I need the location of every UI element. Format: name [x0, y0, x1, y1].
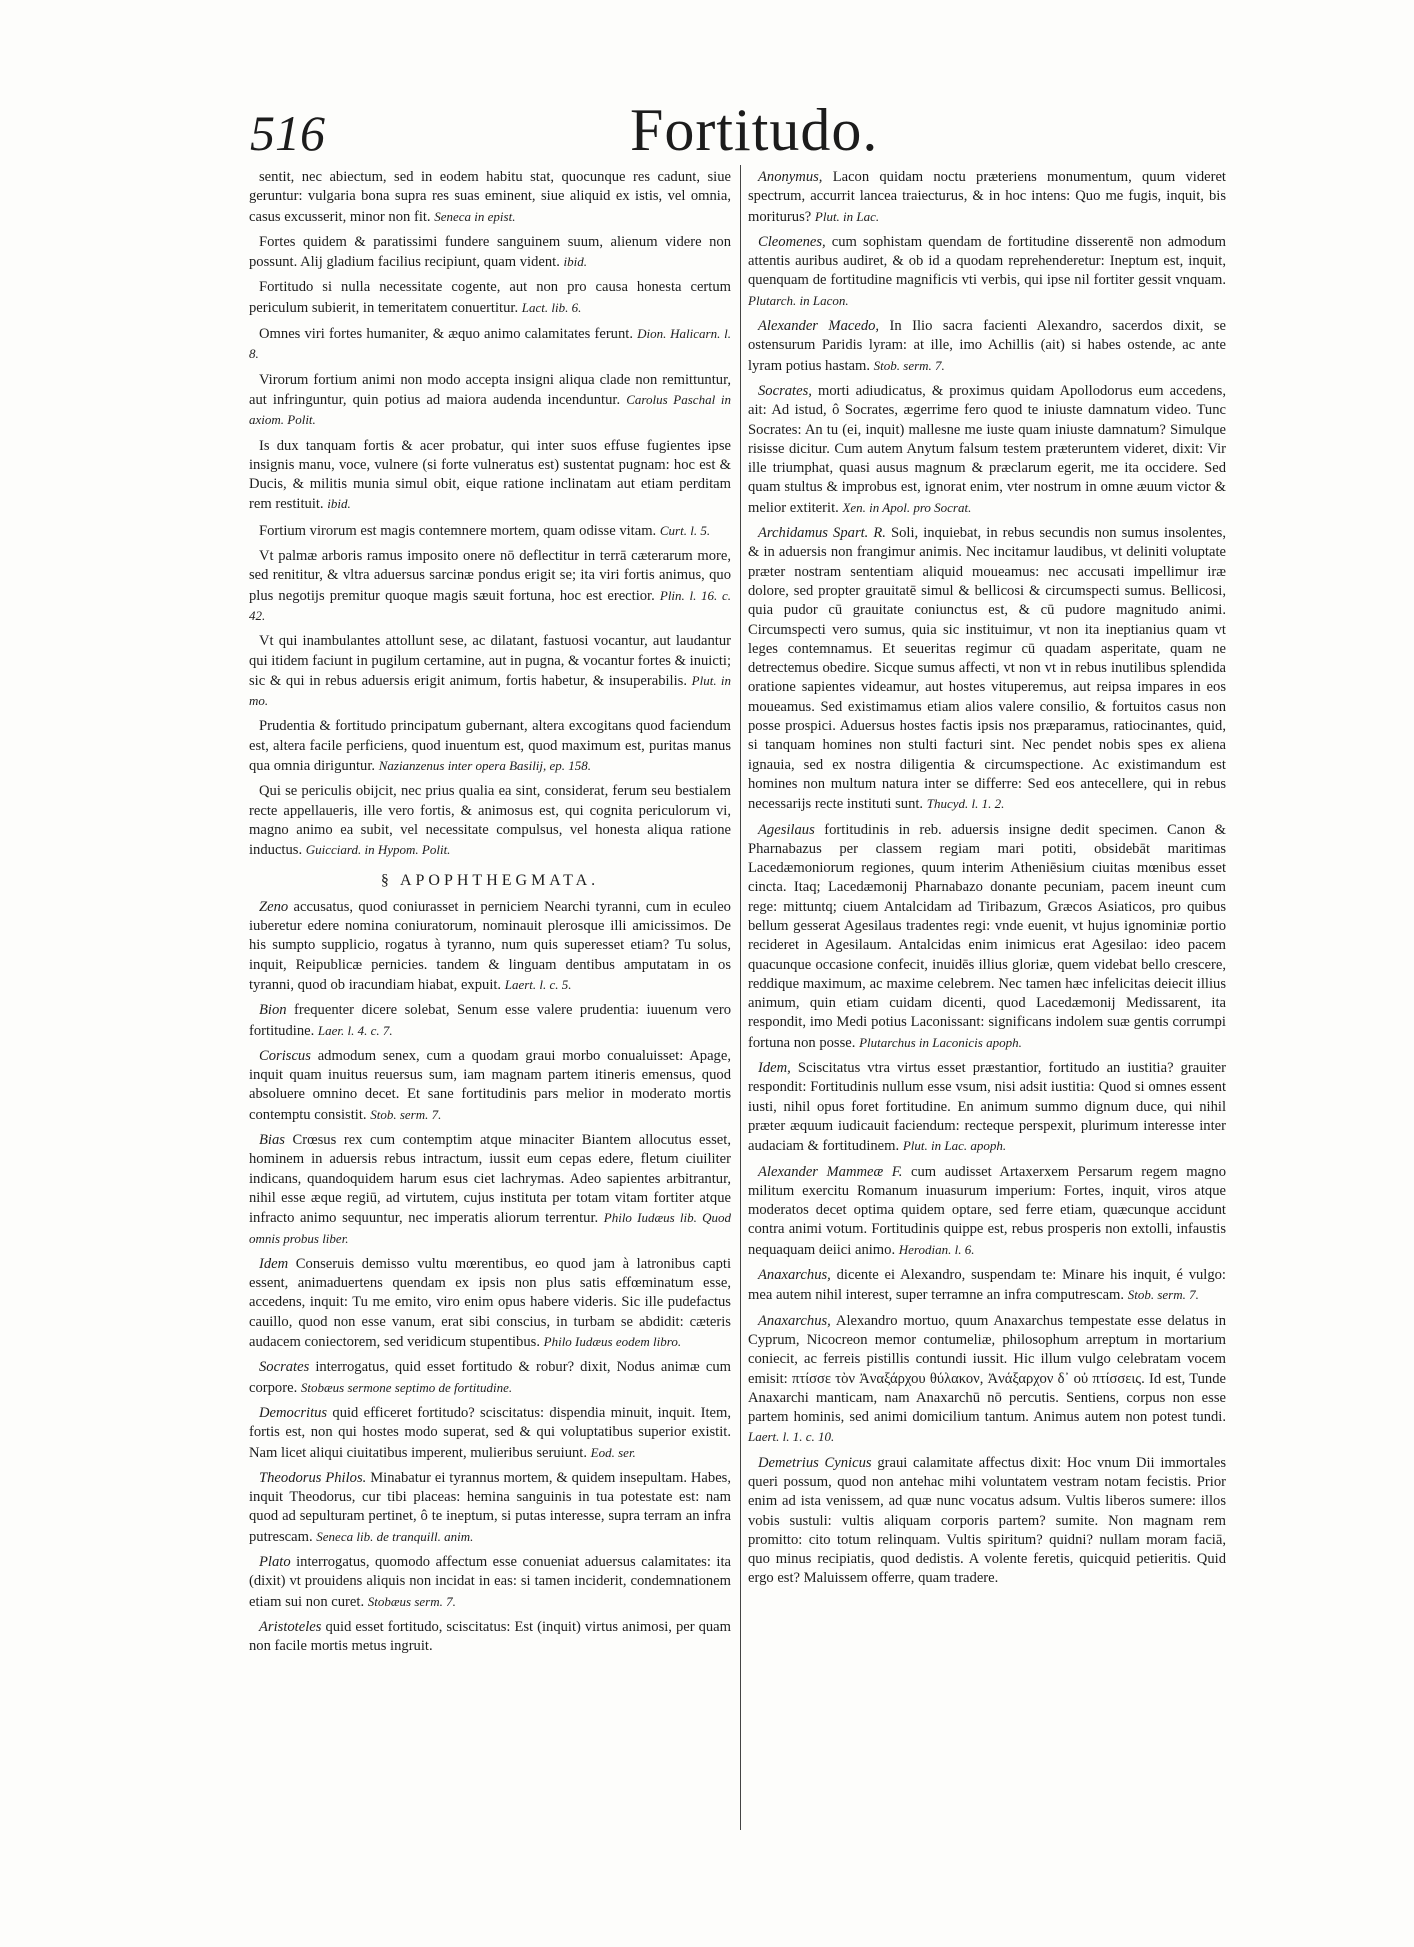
paragraph-text: sentit, nec abiectum, sed in eodem habitu stat, quocunque res cadunt, siue geruntur: vulgaria bona supra res suas eminent, siue aliquid ex istis, vel omnia, casus excusserit, minor non fit. [249, 169, 731, 225]
paragraph [249, 547, 731, 626]
paragraph [249, 233, 731, 273]
speaker-name: Cleomenes, [758, 233, 826, 250]
paragraph-text: Fortitudo si nulla necessitate cogente, aut non pro causa honesta certum periculum subierit, in temeritatem conuertitur. [249, 279, 731, 316]
paragraph [748, 317, 1226, 376]
source-citation: Thucyd. l. 1. 2. [926, 796, 1005, 812]
source-citation: Stobæus serm. 7. [367, 1593, 456, 1609]
speaker-name: Bion [259, 1002, 287, 1019]
source-citation: Stob. serm. 7. [873, 357, 945, 373]
paragraph [249, 898, 731, 995]
paragraph-text: fortitudinis in reb. aduersis insigne dedit specimen. Canon & Pharnabazus per classem regiam mari potiti, obsidebāt maritimas Lacedæmoniorum regiones, quum interim Atheniēsium ciuitas mœnibus esset cincta. Itaq; Lacedæmonij Pharnabazo donante pecuniam, pacem ineunt cum rege: mittuntq; ciuem Antalcidam ad Tiribazum, Græcos Asiaticos, pro quibus bellum gesserat Agesilaus tradentes regi: vnde euenit, vt hujus ignominiæ portio recideret in Agesilaum. Antalcidas enim inimicus erat Agesilao: ideo pacem quacunque occasione confecit, inuidēs illius gloriæ, quem videbat bello crescere, reddique maximum, ac maxime celebrem. Nec tamen hæc infelicitas deiecit illius animum, quin etiam cuidam dicenti, quod Lacedæmonij Medissarent, ita respondit, imo Medi potius Laconissant: significans indolem suæ gentis corrumpi fortuna non posse. [748, 821, 1226, 1051]
source-citation: Carolus Paschal in axiom. Polit. [249, 391, 731, 428]
paragraph-text: Sciscitatus vtra virtus esset præstantior, fortitudo an iustitia? grauiter respondit: Fortitudinis nullum esse vsum, nisi adsit iustitia: Quod si omnes essent iusti, nihil opus foret fortitudine. En animum summo dignum duce, qui nihil præter æquum iudicauit faciendum: recteque perspexit, plurimum interesse inter audaciam & fortitudinem. [748, 1060, 1226, 1155]
paragraph [249, 632, 731, 711]
section-heading: § APOPHTHEGMATA. [380, 871, 600, 889]
speaker-name: Anaxarchus, [758, 1312, 831, 1329]
paragraph-text: admodum senex, cum a quodam graui morbo conualuisset: Apage, inquit quam inuitus reuersus sum, iam magnam partem itineris emensus, quod absoluere omnino decet. Et sane fortitudinis pars melior in moderato mortis contemptu consistit. [249, 1047, 731, 1123]
paragraph [249, 278, 731, 318]
paragraph [249, 1131, 731, 1249]
paragraph-text: dicente ei Alexandro, suspendam te: Minare his inquit, é vulgo: mea autem nihil interest, super terramne an infra computrescam. [748, 1267, 1226, 1304]
source-citation: Seneca lib. de tranquill. anim. [316, 1528, 474, 1544]
paragraph-text: Fortes quidem & paratissimi fundere sanguinem suum, alienum videre non possunt. Alij gladium facilius recipiunt, quam vident. [249, 233, 731, 271]
paragraph-text: Qui se periculis obijcit, nec prius qualia ea sint, considerat, ferum seu bestialem recte appellaueris, ille vero fortis, & animosus est, qui cognita periculorum vi, magno animo ea subit, vel necessitate compulsus, vel honesta aliqua ratione inductus. [249, 783, 731, 859]
speaker-name: Idem, [758, 1060, 791, 1077]
source-citation: Plin. l. 16. c. 42. [249, 587, 732, 623]
paragraph-text: Prudentia & fortitudo principatum gubernant, altera excogitans quod faciendum est, altera facile perficiens, quod inuentum est, quod maximum est, puritas manus qua omnia diriguntur. [249, 718, 731, 775]
paragraph [748, 1059, 1226, 1156]
paragraph [249, 1047, 731, 1125]
speaker-name: Zeno [259, 898, 289, 915]
speaker-name: Demetrius Cynicus [758, 1454, 872, 1471]
paragraph [748, 1454, 1226, 1589]
source-citation: Philo Iudæus eodem libro. [543, 1334, 682, 1350]
paragraph-text: Fortium virorum est magis contemnere mortem, quam odisse vitam. [259, 522, 657, 539]
speaker-name: Idem [259, 1255, 289, 1272]
source-citation: Stob. serm. 7. [370, 1106, 442, 1122]
paragraph-text: Is dux tanquam fortis & acer probatur, qui inter suos effuse fugientes ipse insignis manu, voce, vulnere (si forte vulneratus est) sustentat pugnam: hoc est & Ducis, & militis munia simul obit, eique ratione inclinatam aut etiam perditam rem restituit. [249, 437, 731, 513]
paragraph [249, 371, 731, 431]
paragraph-text: Minabatur ei tyrannus mortem, & quidem insepultam. Habes, inquit Theodorus, cur tibi placeas: hemina sanguinis in tua potestate est: nam quod ad sepulturam pertinet, ô te ineptum, si putas interesse, supra terram an infra putrescam. [249, 1469, 732, 1545]
paragraph-text: frequenter dicere solebat, Senum esse valere prudentia: iuuenum vero fortitudine. [249, 1002, 731, 1039]
paragraph-text: Lacon quidam noctu præteriens monumentum, quum videret spectrum, accurrit lancea traiecturus, & in hoc intens: Quo me fugis, inquit, bis moriturus? [748, 169, 1226, 225]
source-citation: ibid. [563, 254, 588, 270]
paragraph [249, 1255, 731, 1352]
speaker-name: Democritus [259, 1404, 328, 1421]
paragraph-text: quid efficeret fortitudo? sciscitatus: dispendia minuit, inquit. Item, fortis est, non qui hostes modo superat, sed & qui voluptatibus superior existit. Nam licet aliqui ciuitatibus imperent, mulieribus seruiunt. [249, 1404, 731, 1461]
paragraph [249, 1469, 731, 1547]
speaker-name: Archidamus Spart. R. [758, 525, 886, 542]
speaker-name: Alexander Macedo, [758, 318, 880, 335]
paragraph-text: Soli, inquiebat, in rebus secundis non sumus insolentes, & in aduersis non frangimur animis. Nec incitamur laudibus, vt deliniti voluptate præter nostram sententiam aliquid moueamus: nec accusati impellimur iræ dolore, sed propter grauitatē simul & bellicosi & circumspecti sumus. Bellicosi, quia pudor cū grauitate coniunctus est, & cū pudore magnitudo animi. Circumspecti vero sumus, quia sic instituimur, vt non ita ineptianius quam vt leges contemnamus. Et seueritas regimur cū quadam asperitate, quam ne detrectemus obedire. Sicque sumus affecti, vt non vt in rebus inutilibus splendida oratione sapientes videamur, aut hostes vituperemus, aut reipsa impares in eos moueamus. Sed existimamus etiam alios valere consilio, & fortuitos casus non posse prospici. Aduersus hostes factis ipsis nos præparamus, ratiocinantes, quid, si tanquam homines non stulti facturi sint. Nec pendet nobis spes ex aliena ignauia, sed ex nostra diligentia & circumspectione. Ac existimandum est homines non multum natura inter se differre: Sed eos antecellere, qui in rebus necessarijs recte instituti sunt. [748, 525, 1226, 813]
paragraph [748, 1163, 1226, 1260]
paragraph [249, 168, 731, 227]
source-citation: Philo Iudæus lib. Quod omnis probus liber. [249, 1210, 731, 1246]
source-citation: Dion. Halicarn. l. 8. [249, 326, 731, 362]
column-divider [740, 165, 741, 1830]
running-head: Fortitudo. [630, 97, 879, 163]
source-citation: Plutarchus in Laconicis apoph. [859, 1034, 1022, 1050]
paragraph-text: Vt palmæ arboris ramus imposito onere nō deflectitur in terrā cæterarum more, sed renititur, & vltra aduersus sarcinæ pondus erigit se; ita viri fortis animus, quo plus negotijs premitur quoque magis sæuit fortuna, hoc est erectior. [249, 548, 731, 604]
source-citation: Laert. l. 1. c. 10. [748, 1429, 835, 1445]
paragraph [748, 168, 1226, 227]
source-citation: Plut. in Lac. [814, 208, 880, 224]
speaker-name: Aristoteles [259, 1618, 322, 1635]
speaker-name: Theodorus Philos. [259, 1469, 367, 1486]
paragraph [748, 382, 1226, 518]
source-citation: Seneca in epist. [434, 208, 516, 224]
paragraph-text: quid esset fortitudo, sciscitatus: Est (inquit) virtus animosi, per quam non facile mortis metus ingruit. [249, 1618, 731, 1655]
paragraph [748, 233, 1226, 311]
source-citation: Herodian. l. 6. [898, 1241, 975, 1257]
paragraph-text: interrogatus, quid esset fortitudo & robur? dixit, Nodus animæ cum corpore. [249, 1359, 731, 1396]
source-citation: ibid. [327, 496, 351, 512]
paragraph [249, 717, 731, 776]
paragraph-text: Alexandro mortuo, quum Anaxarchus tempestate esse delatus in Cyprum, Nicocreon memor contumeliæ, philosophum arreptum in mortarium coniecit, ac ferreis pistillis contundi iussit. Hic illum vulgo celebratam vocem emisit: πτίσσε τὸν Ἀναξάρχου θύλακον, Ἀνάξαρχον δ᾽ οὐ πτίσσεις. Id est, Tunde Anaxarchi manticam, nam Anaxarchū nō percutis. Sentiens, corpus non esse partem hominis, sed animi domicilium tantum. Animus autem non potest tundi. [748, 1312, 1226, 1426]
source-citation: Stob. serm. 7. [1127, 1287, 1199, 1303]
source-citation: Stobæus sermone septimo de fortitudine. [300, 1379, 513, 1395]
paragraph [249, 324, 731, 365]
paragraph [748, 524, 1226, 814]
source-citation: Laert. l. c. 5. [504, 976, 572, 992]
paragraph [249, 1001, 731, 1041]
source-citation: Nazianzenus inter opera Basilij, ep. 158. [378, 758, 592, 774]
paragraph [249, 1404, 731, 1463]
speaker-name: Coriscus [259, 1047, 311, 1064]
source-citation: Plut. in mo. [249, 672, 731, 709]
speaker-name: Alexander Mammeæ F. [758, 1163, 903, 1180]
paragraph-text: accusatus, quod coniurasset in perniciem Nearchi tyranni, cum in eculeo iuberetur edere nomina coniuratorum, nominauit plerosque illi amicissimos. De his sumpto supplicio, rogatus à tyranno, num quis superesset etiam? Tu solus, inquit, Reipublicæ pernicies. tandem & linguam dentibus amputatam in os tyranni, quod ob iracundiam hiabat, expuit. [249, 898, 731, 993]
source-citation: Laer. l. 4. c. 7. [317, 1022, 393, 1038]
paragraph-text: interrogatus, quomodo affectum esse conueniat aduersus calamitates: ita (dixit) vt prouidens aliquis non incidat in eas: si tamen inciderit, condemnationem etiam sui non curet. [249, 1554, 731, 1610]
source-citation: Eod. ser. [590, 1444, 636, 1460]
speaker-name: Plato [259, 1554, 291, 1570]
paragraph-text: morti adiudicatus, & proximus quidam Apollodorus eum accedens, ait: Ad istud, ô Socrates, ægerrime fero quod te iniuste damnatum video. Tunc Socrates: An tu (ei, inquit) mallesne me iuste quam iniuste damnatum? Simulque risisse dicitur. Cum autem Anytum falsum testem præteruntem videret, dixit: Vir ille triumphat, quasi ausus magnum & præclarum egerit, me ita occidere. Sed quam stultus & improbus est, ignorat enim, vter nostrum in omne æuum victor & melior extiterit. [748, 382, 1226, 516]
paragraph [249, 782, 731, 860]
paragraph [748, 821, 1226, 1054]
paragraph-text: In Ilio sacra facienti Alexandro, sacerdos dixit, se ostensurum Paridis lyram: at ille, imo Achillis (ait) si habes ostende, ac ante lyram potius hastam. [748, 318, 1226, 374]
right-column [748, 168, 1226, 1595]
paragraph [748, 1266, 1226, 1306]
speaker-name: Anonymus, [758, 169, 823, 185]
source-citation: Curt. l. 5. [659, 522, 711, 538]
paragraph-text: cum sophistam quendam de fortitudine disserentē non admodum attentis auribus audiret, & ob id a quodam reprehenderetur: Ineptum est, inquit, quenquam de fortitudine magnificis vti verbis, qui ipse nil fortiter gessit vnquam. [748, 233, 1226, 289]
paragraph-text: Virorum fortium animi non modo accepta insigni aliqua clade non remittuntur, aut infringuntur, quin potius ad maiora audenda incenduntur. [249, 371, 731, 408]
paragraph [249, 521, 731, 541]
paragraph-text: Crœsus rex cum contemptim atque minaciter Biantem allocutus esset, hominem in aduersis rebus intractum, iussit eum cepas edere, fletum ciuiliter indicans, quandoquidem harum esus ciet lachrymas. Adeo sapientes arbitrantur, nihil esse æque regiū, ad virtutem, cujus instituta per totam vitam fortiter atque infracto animo sequuntur, nec imperatis aliorum terrentur. [249, 1132, 731, 1227]
paragraph [249, 437, 731, 515]
paragraph-text: Omnes viri fortes humaniter, & æquo animo calamitates ferunt. [259, 326, 633, 343]
paragraph [249, 1618, 731, 1657]
speaker-name: Anaxarchus, [758, 1267, 831, 1284]
speaker-name: Socrates [259, 1359, 310, 1376]
source-citation: Lact. lib. 6. [521, 299, 582, 315]
speaker-name: Socrates, [758, 382, 812, 399]
paragraph-text: Vt qui inambulantes attollunt sese, ac dilatant, fastuosi vocantur, aut laudantur qui itidem faciunt in pugilum certamine, aut in pugna, & vocantur fortes & inuicti; sic & qui in rebus aduersis erigit animum, fortis habetur, & insuperabilis. [249, 633, 731, 689]
speaker-name: Agesilaus [758, 821, 815, 838]
source-citation: Plutarch. in Lacon. [748, 292, 849, 308]
paragraph [249, 1553, 731, 1612]
source-citation: Guicciard. in Hypom. Polit. [305, 842, 451, 858]
source-citation: Plut. in Lac. apoph. [902, 1138, 1007, 1154]
speaker-name: Bias [259, 1132, 285, 1149]
paragraph [249, 1358, 731, 1398]
paragraph-text: cum audisset Artaxerxem Persarum regem magno militum exercitu Romanum inuasurum imperium: Fortes, inquit, viros atque moderatos decet optima quidem optare, sed ferre etiam, quæcunque accidunt contra animi votum. Fortitudinis quippe est, rebus prosperis non extolli, infaustis nequaquam deiici animo. [748, 1163, 1226, 1258]
paragraph [748, 1312, 1226, 1448]
paragraph-text: Conseruis demisso vultu mœrentibus, eo quod jam à latronibus capti essent, animaduertens quendam ex ipsis non plus satis effœminatum esse, accedens, inquit: Tu me emito, viro enim opus habere videris. Sic ille pudefactus cauillo, quod non esse vanum, erat sibi conscius, in turbam se abdidit: cæteris audacem coniectorem, sed veridicum stupentibus. [249, 1255, 732, 1351]
paragraph-text: graui calamitate affectus dixit: Hoc vnum Dii immortales queri possum, quod non antehac mihi voluntatem vestram notam fecistis. Prior enim ad ista venissem, ad quæ nunc vocatus adsum. Vultis liberos sumere: illos vobis sustuli: vultis aliquam corporis partem? sumite. Non magnam rem promitto: cito totum relinquam. Vultis spiritum? quidni? nullam moram faciā, quo minus recipiatis, quod dedistis. A volente feretis, quicquid petieritis. Quid ergo est? Maluissem offerre, quam tradere. [748, 1454, 1227, 1587]
page-number: 516 [250, 105, 325, 161]
left-column [249, 168, 731, 1662]
source-citation: Xen. in Apol. pro Socrat. [842, 499, 972, 515]
